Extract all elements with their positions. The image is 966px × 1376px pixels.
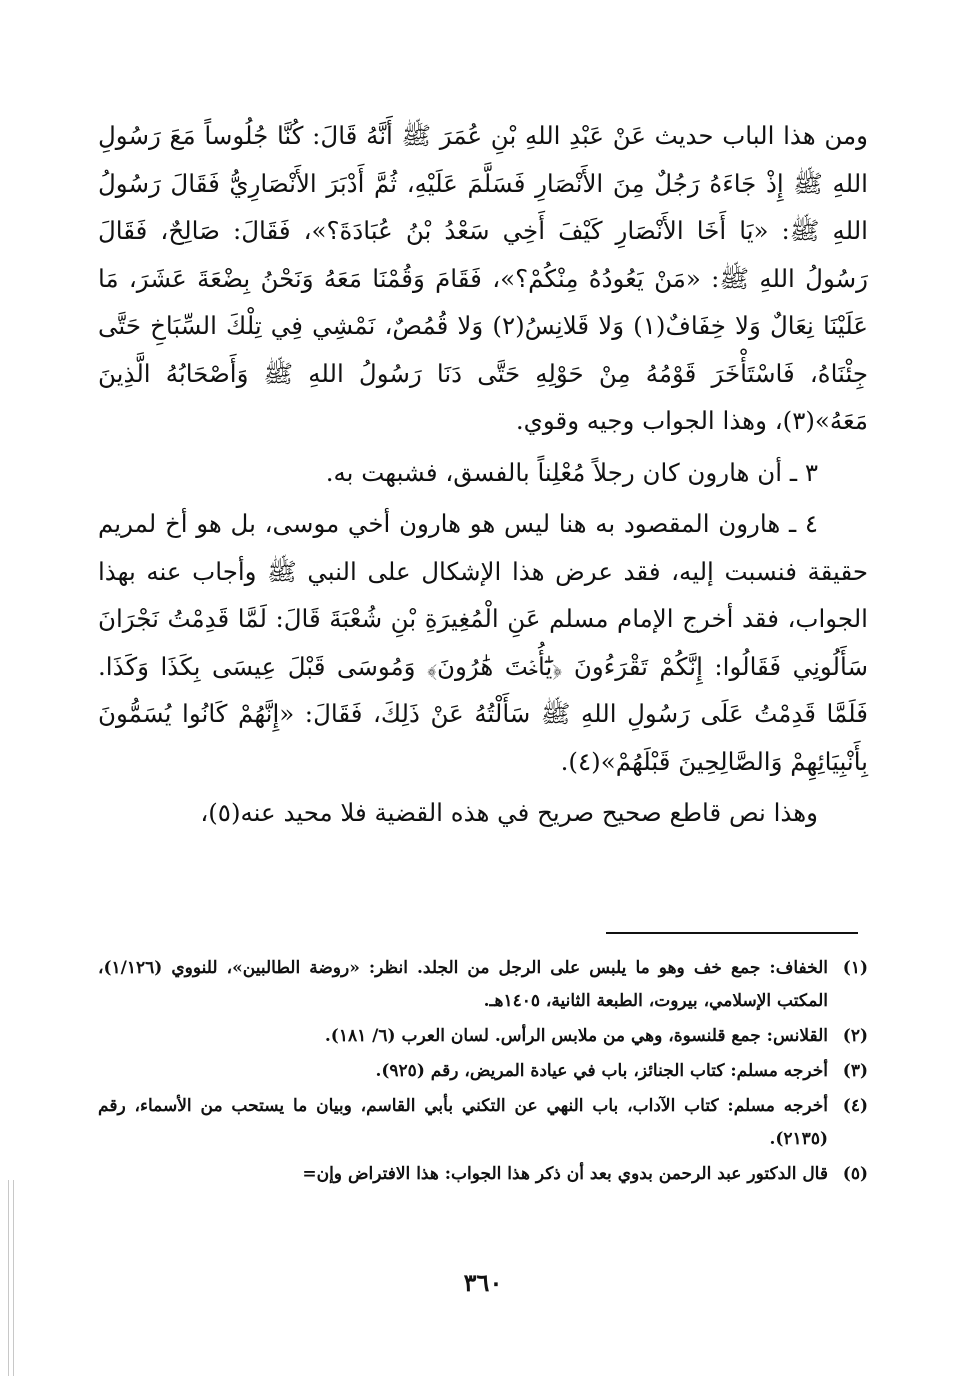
paragraph-hadith-ibn-umar: ومن هذا الباب حديث عَنْ عَبْدِ اللهِ بْنِ عُمَرَ ﷺ أَنَّهُ قَالَ: كُنَّا جُلُوساً مَعَ رَسُولِ اللهِ ﷺ إِذْ جَاءَهُ رَجُلٌ مِنَ الأَنْصَارِ فَسَلَّمَ عَلَيْهِ، ثُمَّ أَدْبَرَ الأَنْصَارِيُّ فَقَالَ رَسُولُ اللهِ ﷺ: «يَا أَخَا الأَنْصَارِ كَيْفَ أَخِي سَعْدُ بْنُ عُبَادَةَ؟»، فَقَالَ: صَالِحٌ، فَقَالَ رَسُولُ اللهِ ﷺ: «مَنْ يَعُودُهُ مِنْكُمْ؟»، فَقَامَ وَقُمْنَا مَعَهُ وَنَحْنُ بِضْعَةَ عَشَرَ، مَا عَلَيْنَا نِعَالٌ وَلا خِفَافٌ(١) وَلا قَلانِسُ(٢) وَلا قُمُصٌ، نَمْشِي فِي تِلْكَ السِّبَاخِ حَتَّى جِئْنَاهُ، فَاسْتَأْخَرَ قَوْمُهُ مِنْ حَوْلِهِ حَتَّى دَنَا رَسُولُ اللهِ ﷺ وَأَصْحَابُهُ الَّذِينَ مَعَهُ»(٣)، وهذا الجواب وجيه وقوي. (98, 121, 869, 435)
footnote-number: (١) (842, 958, 868, 978)
paragraph-point-4: ٤ ـ هارون المقصود به هنا ليس هو هارون أخي موسى، بل هو أخ لمريم حقيقة فنسبت إليه، فقد عرض هذا الإشكال على النبي ﷺ وأجاب عنه بهذا الجواب، فقد أخرج الإمام مسلم عَنِ الْمُغِيرَةِ بْنِ شُعْبَةَ قَالَ: لَمَّا قَدِمْتُ نَجْرَانَ سَأَلُونِي فَقَالُوا: إِنَّكُمْ تَقْرَءُونَ ﴿يَٰٓأُخۡتَ هَٰرُونَ﴾ وَمُوسَى قَبْلَ عِيسَى بِكَذَا وَكَذَا. فَلَمَّا قَدِمْتُ عَلَى رَسُولِ اللهِ ﷺ سَأَلْتُهُ عَنْ ذَلِكَ، فَقَالَ: «إِنَّهُمْ كَانُوا يُسَمُّونَ بِأَنْبِيَائِهِمْ وَالصَّالِحِينَ قَبْلَهُمْ»(٤). (98, 509, 868, 776)
scan-margin-lines (6, 1180, 18, 1376)
footnotes (98, 952, 868, 1193)
footnote-5 (98, 1158, 868, 1191)
footnote-number: (٢) (842, 1026, 868, 1046)
footnote-4 (98, 1090, 868, 1156)
footnote-text: أخرجه مسلم: كتاب الآداب، باب النهي عن التكني بأبي القاسم، وبيان ما يستحب من الأسماء، رقم (٢١٣٥). (98, 1096, 828, 1149)
footnote-text: القلانس: جمع قلنسوة، وهي من ملابس الرأس. لسان العرب (٦/ ١٨١). (324, 1026, 828, 1046)
footnote-3 (98, 1055, 868, 1088)
scan-line (13, 1180, 14, 1376)
page-number: ٣٦٠ (463, 1268, 503, 1297)
footnote-2 (98, 1020, 868, 1053)
footnote-text: أخرجه مسلم: كتاب الجنائز، باب في عيادة المريض، رقم (٩٢٥). (375, 1061, 828, 1081)
footnote-text: قال الدكتور عبد الرحمن بدوي بعد أن ذكر هذا الجواب: هذا الافتراض وإن= (302, 1164, 828, 1184)
footnote-separator (606, 932, 858, 934)
main-text (98, 112, 868, 837)
footnote-text: الخفاف: جمع خف وهو ما يلبس على الرجل من الجلد. انظر: «روضة الطالبين»، للنووي (١/١٢٦)، المكتب الإسلامي، بيروت، الطبعة الثانية، ١٤٠٥هـ. (98, 958, 828, 1011)
footnote-1 (98, 952, 868, 1018)
footnote-number: (٣) (842, 1061, 868, 1081)
footnote-number: (٤) (842, 1096, 868, 1116)
footnote-number: (٥) (842, 1164, 868, 1184)
paragraph-point-3: ٣ ـ أن هارون كان رجلاً مُعْلِناً بالفسق، فشبهت به. (325, 457, 818, 487)
scan-line (8, 1180, 9, 1376)
paragraph-conclusion: وهذا نص قاطع صحيح صريح في هذه القضية فلا محيد عنه(٥)، (200, 798, 818, 827)
